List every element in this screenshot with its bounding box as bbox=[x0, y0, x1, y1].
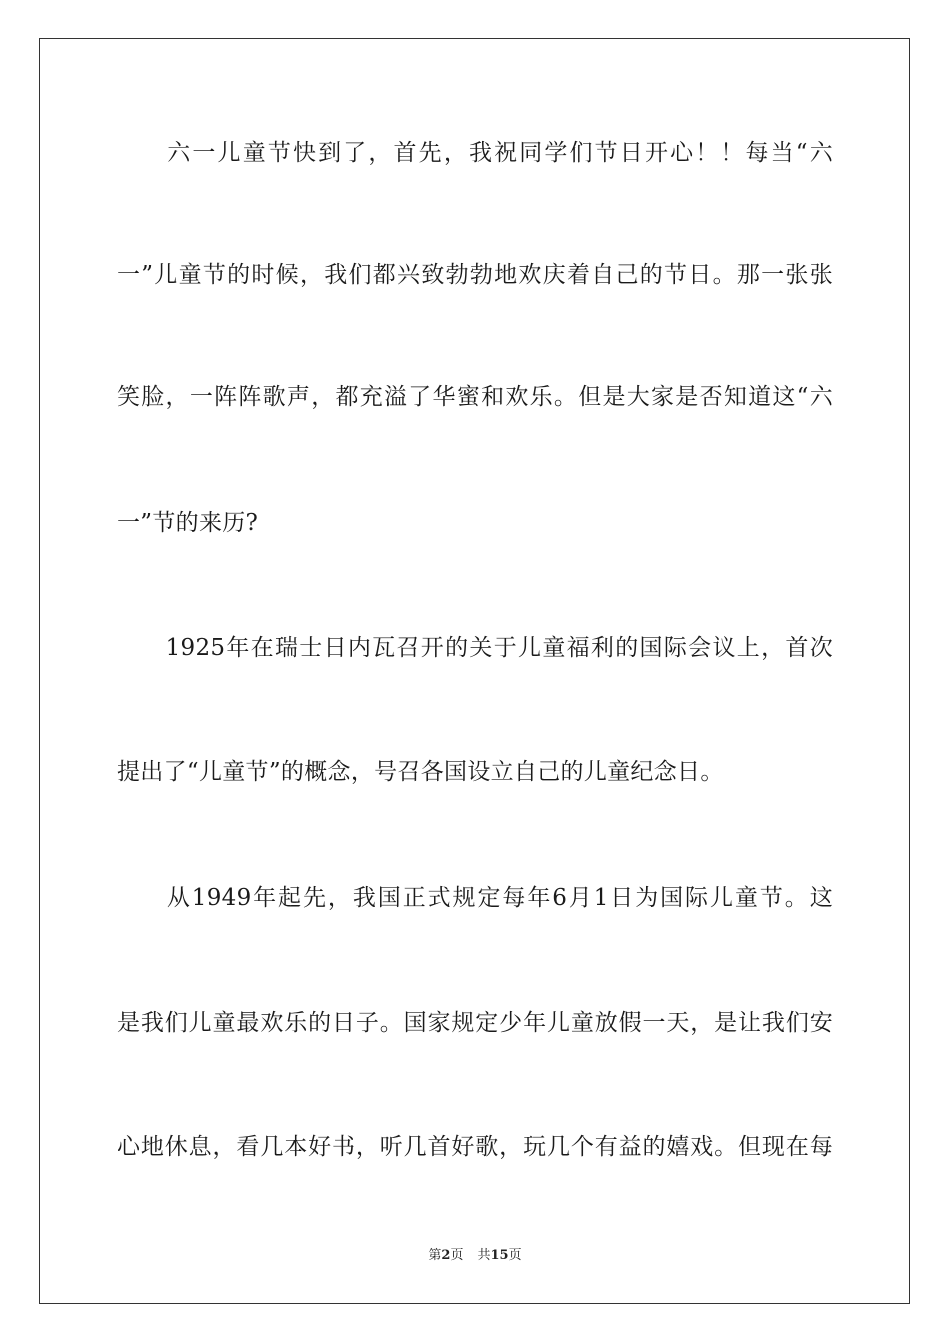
paragraph-line-5: 1925年在瑞士日内瓦召开的关于儿童福利的国际会议上，首次 bbox=[117, 635, 833, 661]
page-number-prefix: 第 bbox=[428, 1248, 442, 1263]
total-pages: 15 bbox=[490, 1248, 509, 1263]
paragraph-line-9: 心地休息，看几本好书，听几首好歌，玩几个有益的嬉戏。但现在每 bbox=[117, 1134, 833, 1160]
total-pages-suffix: 页 bbox=[508, 1248, 522, 1263]
paragraph-line-1: 六一儿童节快到了，首先，我祝同学们节日开心！！每当“六 bbox=[117, 140, 833, 166]
page-number-suffix: 页 bbox=[450, 1248, 464, 1263]
page-border bbox=[39, 38, 910, 1304]
paragraph-line-8: 是我们儿童最欢乐的日子。国家规定少年儿童放假一天，是让我们安 bbox=[117, 1010, 833, 1036]
paragraph-line-6: 提出了“儿童节”的概念，号召各国设立自己的儿童纪念日。 bbox=[117, 759, 724, 785]
paragraph-line-2: 一”儿童节的时候，我们都兴致勃勃地欢庆着自己的节日。那一张张 bbox=[117, 262, 833, 288]
paragraph-line-4: 一”节的来历? bbox=[117, 510, 259, 536]
page-number: 2 bbox=[441, 1248, 451, 1263]
paragraph-line-7: 从1949年起先，我国正式规定每年6月1日为国际儿童节。这 bbox=[117, 885, 833, 911]
total-pages-prefix: 共 bbox=[477, 1248, 491, 1263]
paragraph-line-3: 笑脸，一阵阵歌声，都充溢了华蜜和欢乐。但是大家是否知道这“六 bbox=[117, 384, 833, 410]
page-footer bbox=[0, 1247, 950, 1265]
